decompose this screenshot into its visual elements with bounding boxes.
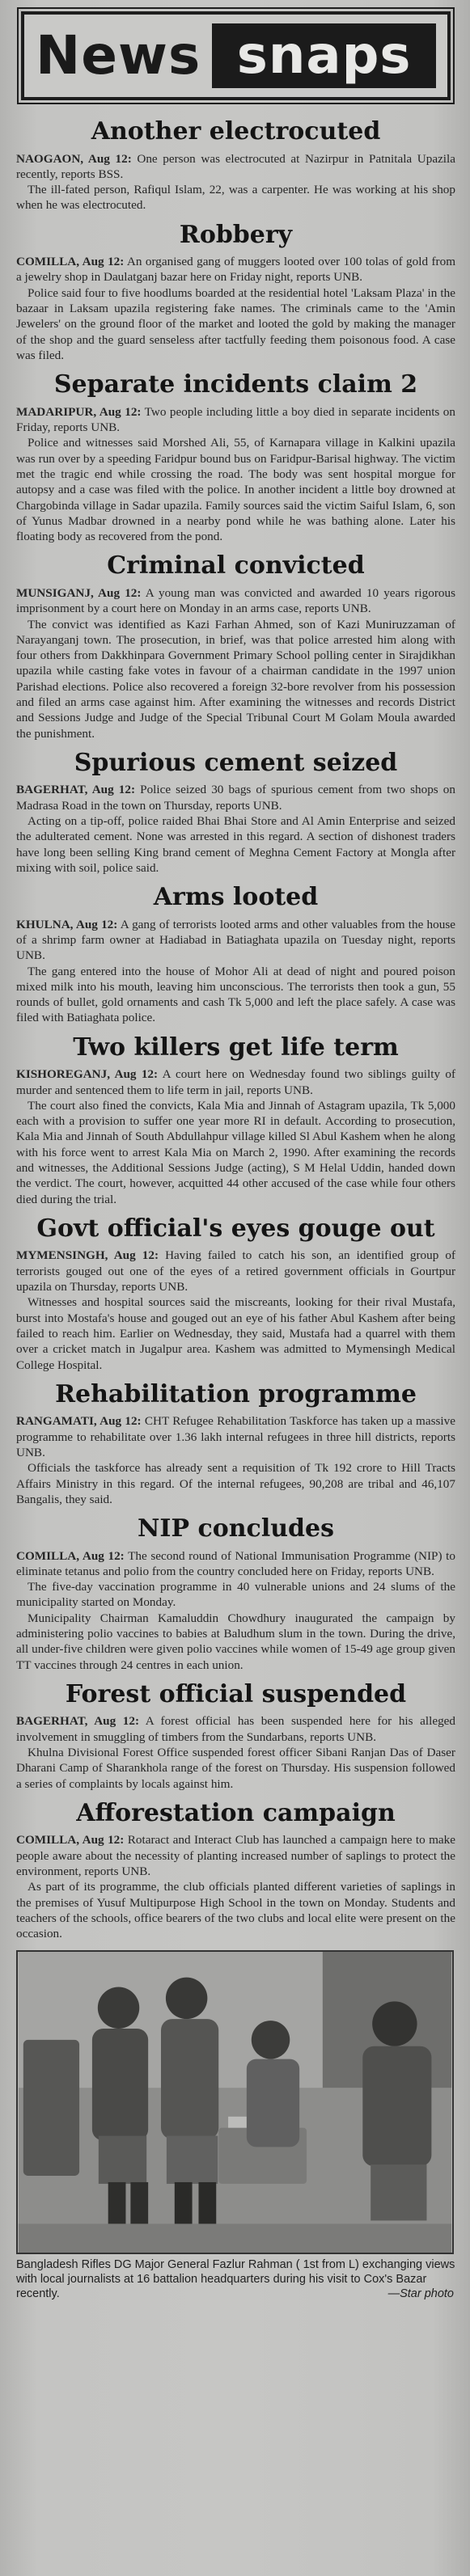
story-text: Rotaract and Interact Club has launched a campaign here to make people aware about the necessity of planting increased number of saplings to protect the environment, reports UNB. bbox=[16, 1833, 455, 1879]
news-story bbox=[16, 1215, 455, 1373]
story-paragraph bbox=[16, 404, 455, 436]
story-paragraph bbox=[16, 1294, 455, 1372]
story-dateline: KISHOREGANJ, Aug 12: bbox=[16, 1067, 159, 1082]
story-headline: Criminal convicted bbox=[107, 551, 365, 581]
story-text: Municipality Chairman Kamaluddin Chowdhury inaugurated the campaign by administering polio vaccines to babies at Baludhum slum in the town. During the drive, all under-five children were given polio vaccines while women of 15-49 age group given TT vaccines through 24 centres in each union. bbox=[16, 1611, 455, 1672]
photo-caption-text: Bangladesh Rifles DG Major General Fazlur Rahman ( 1st from L) exchanging views with local journalists at 16 battalion headquarters during his visit to Cox's Bazar recently. bbox=[16, 2257, 455, 2300]
news-photo bbox=[16, 1950, 454, 2254]
story-text: A gang of terrorists looted arms and other valuables from the house of a shrimp farm owner at Hadiabad in Batiaghata upazila on Tuesday night, reports UNB. bbox=[16, 917, 455, 963]
story-paragraph bbox=[16, 254, 455, 285]
story-headline: NIP concludes bbox=[138, 1514, 334, 1543]
story-headline: Robbery bbox=[179, 220, 293, 249]
story-text: As part of its programme, the club officials planted different varieties of saplings in the premises of Yusuf Multipurpose High School in the town on Monday. Students and teachers of the schools, office bearers of the two clubs and local elite were present on the occasion. bbox=[16, 1880, 455, 1941]
news-story bbox=[16, 884, 455, 1026]
story-text: A court here on Wednesday found two siblings guilty of murder and sentenced them to life term in jail, reports UNB. bbox=[16, 1067, 456, 1097]
news-story bbox=[16, 1681, 455, 1792]
story-text: A young man was convicted and awarded 10 years rigorous imprisonment by a court here on Monday in an arms case, reports UNB. bbox=[16, 585, 455, 616]
story-paragraph bbox=[16, 1248, 455, 1294]
story-headline: Forest official suspended bbox=[65, 1679, 407, 1708]
story-headline: Another electrocuted bbox=[91, 117, 381, 146]
story-paragraph bbox=[16, 782, 455, 813]
news-story bbox=[16, 222, 455, 364]
story-paragraph bbox=[16, 813, 455, 876]
story-headline: Rehabilitation programme bbox=[55, 1379, 417, 1408]
story-paragraph bbox=[16, 435, 455, 544]
story-text: Khulna Divisional Forest Office suspended forest officer Sibani Ranjan Das of Daser Dharani Camp of Sharankhola range of the forest on Thursday. His suspension followed a series of complaints by locals against him. bbox=[16, 1746, 455, 1791]
story-text: Officials the taskforce has already sent a requisition of Tk 192 crore to Hill Tracts Affairs Ministry in this regard. Of the internal refugees, 90,208 are tribal and 46,107 Bangalis, they said. bbox=[16, 1461, 455, 1506]
story-text: Police seized 30 bags of spurious cement from two shops on Madrasa Road in the town on Thursday, reports UNB. bbox=[16, 783, 455, 813]
story-dateline: BAGERHAT, Aug 12: bbox=[16, 1714, 140, 1729]
story-text: The ill-fated person, Rafiqul Islam, 22, was a carpenter. He was working at his shop when he was electrocuted. bbox=[16, 183, 455, 213]
story-text: The second round of National Immunisation Programme (NIP) to eliminate tetanus and polio from the country concluded here on Friday, reports UNB. bbox=[16, 1548, 455, 1578]
story-dateline: KHULNA, Aug 12: bbox=[16, 917, 118, 931]
story-text: An organised gang of muggers looted over 100 tolas of gold from a jewelry shop in Daulatganj bazar here on Friday night, reports UNB. bbox=[16, 255, 456, 285]
story-paragraph bbox=[16, 964, 455, 1026]
story-headline: Afforestation campaign bbox=[76, 1798, 396, 1827]
story-text: The convict was identified as Kazi Farhan Ahmed, son of Kazi Muniruzzaman of Narayanganj town. The prosecution, in brief, was that police arrested him along with four others from Dakkhinpara Government Primary School polling center in Sirajdikhan upazila while casting fake votes in favour of a chairman candidate in the 1997 union Parishad elections. Police also recovered a foreign 32-bore revolver from his possession and filed an arms case against him. After examining the witnesses and records District and Sessions Judge and Judge of the Special Tribunal Court M Golam Moula awarded the punishment. bbox=[16, 617, 455, 741]
story-text: One person was electrocuted at Nazirpur in Patnitala Upazila recently, reports BSS. bbox=[16, 151, 455, 181]
story-dateline: MADARIPUR, Aug 12: bbox=[16, 404, 142, 419]
photo-credit: —Star photo bbox=[387, 2287, 454, 2300]
story-text: Acting on a tip-off, police raided Bhai Bhai Store and Al Amin Enterprise and seized the adulterated cement. None was arrested in this regard. A section of dishonest traders have long been selling King brand cement of Meghna Cement Factory at Mongla after mixing with soil, police said. bbox=[16, 814, 455, 875]
story-paragraph bbox=[16, 1611, 455, 1673]
story-text: The court also fined the convicts, Kala Mia and Jinnah of Astagram upazila, Tk 5,000 each with a provision to suffer one year more RI in default. According to prosecution, Kala Mia and Jinnah of South Abdullahpur village killed Sl Abul Kashem when he along with his force went to arrest Kala Mia on March 2, 1990. After examining the records and witnesses, the Additional Sessions Judge (acting), S M Helal Uddin, handed down the verdict. The court, however, acquitted 44 other accused of the case while four others died during the trial. bbox=[16, 1098, 455, 1206]
story-dateline: MYMENSINGH, Aug 12: bbox=[16, 1248, 159, 1263]
story-paragraph bbox=[16, 1066, 455, 1098]
story-dateline: NAOGAON, Aug 12: bbox=[16, 151, 132, 166]
story-dateline: COMILLA, Aug 12: bbox=[16, 255, 125, 269]
story-paragraph bbox=[16, 917, 455, 964]
masthead-news: News bbox=[36, 24, 201, 87]
story-text: Two people including little a boy died in separate incidents on Friday, reports UNB. bbox=[16, 404, 455, 435]
photo-image bbox=[18, 1952, 452, 2253]
story-paragraph bbox=[16, 617, 455, 741]
story-text: Police said four to five hoodlums boarded at the residential hotel 'Laksam Plaza' in the bazaar in Laksam upazila registering fake names. The criminals came to the 'Amin Jewelers' on the ground floor of the market and looted the gold by making the manager of the shop and the guard senseless after tactfully feeding them poisonous food. A case was filed. bbox=[16, 285, 455, 362]
story-text: Witnesses and hospital sources said the miscreants, looking for their rival Mustafa, burst into Mostafa's house and gouged out an eye of his father Abul Kashem after being failed to reach him. Earlier on Wednesday, they said, Mustafa had a quarrel with them over a cricket match in Jugalpur area. Kashem was admitted to Mymensingh Medical College Hospital. bbox=[16, 1295, 455, 1372]
news-story bbox=[16, 1034, 455, 1207]
news-story bbox=[16, 118, 455, 213]
story-dateline: RANGAMATI, Aug 12: bbox=[16, 1414, 142, 1429]
story-paragraph bbox=[16, 1548, 455, 1580]
masthead-snaps: snaps bbox=[212, 23, 436, 88]
story-paragraph bbox=[16, 1832, 455, 1879]
news-story bbox=[16, 750, 455, 876]
story-paragraph bbox=[16, 1413, 455, 1460]
story-text: A forest official has been suspended here for his alleged involvement in smuggling of timbers from the Sundarbans, reports UNB. bbox=[16, 1714, 455, 1744]
story-paragraph bbox=[16, 1460, 455, 1507]
story-dateline: BAGERHAT, Aug 12: bbox=[16, 783, 136, 797]
masthead bbox=[21, 11, 451, 100]
story-text: Police and witnesses said Morshed Ali, 55, of Karnapara village in Kalkini upazila was run over by a speeding Faridpur bound bus on Faridpur-Barisal highway. The victim met the tragic end while crossing the road. The body was sent hospital morgue for autopsy and a case was filed with the police. In another incident a little boy drowned at Chargobinda village in Sadar upazila. Family sources said the victim Saiful Islam, 6, son of Yunus Madbar drowned in a nearby pond while he was bathing alone. Later his floating body as recovered from the pond. bbox=[16, 436, 455, 544]
news-story bbox=[16, 1800, 455, 1942]
story-paragraph bbox=[16, 1745, 455, 1792]
story-dateline: COMILLA, Aug 12: bbox=[16, 1833, 125, 1848]
story-paragraph bbox=[16, 182, 455, 213]
news-story bbox=[16, 1381, 455, 1507]
story-paragraph bbox=[16, 1713, 455, 1745]
story-paragraph bbox=[16, 1579, 455, 1611]
photo-caption bbox=[16, 2257, 455, 2301]
story-headline: Spurious cement seized bbox=[74, 748, 398, 777]
story-paragraph bbox=[16, 585, 455, 617]
story-paragraph bbox=[16, 1879, 455, 1941]
story-text: CHT Refugee Rehabilitation Taskforce has taken up a massive programme to rehabilitate over 1.36 lakh internal refugees in three hill districts, reports UNB. bbox=[16, 1414, 455, 1459]
story-dateline: MUNSIGANJ, Aug 12: bbox=[16, 585, 142, 600]
story-headline: Govt official's eyes gouge out bbox=[36, 1214, 435, 1243]
story-paragraph bbox=[16, 151, 455, 183]
news-story bbox=[16, 552, 455, 741]
story-headline: Separate incidents claim 2 bbox=[53, 370, 418, 399]
story-headline: Two killers get life term bbox=[73, 1033, 399, 1062]
story-headline: Arms looted bbox=[153, 883, 319, 912]
story-text: The gang entered into the house of Mohor Ali at dead of night and poured poison mixed milk into his mouth, leaving him unconscious. The terrorists then took a gun, 55 rounds of bullet, gold ornaments and cash Tk 5,000 and left the place safely. A case was filed with Batiaghata police. bbox=[16, 964, 455, 1025]
story-text: The five-day vaccination programme in 40 vulnerable unions and 24 slums of the municipality started on Monday. bbox=[16, 1580, 455, 1610]
news-story bbox=[16, 371, 455, 544]
story-paragraph bbox=[16, 1098, 455, 1207]
news-story bbox=[16, 1515, 455, 1673]
story-dateline: COMILLA, Aug 12: bbox=[16, 1548, 125, 1563]
story-paragraph bbox=[16, 285, 455, 363]
story-text: Having failed to catch his son, an identified group of terrorists gouged out one of the eyes of a retired government officials in Gourtpur upazila on Thursday, reports UNB. bbox=[16, 1248, 455, 1294]
stories-column bbox=[16, 118, 455, 1942]
